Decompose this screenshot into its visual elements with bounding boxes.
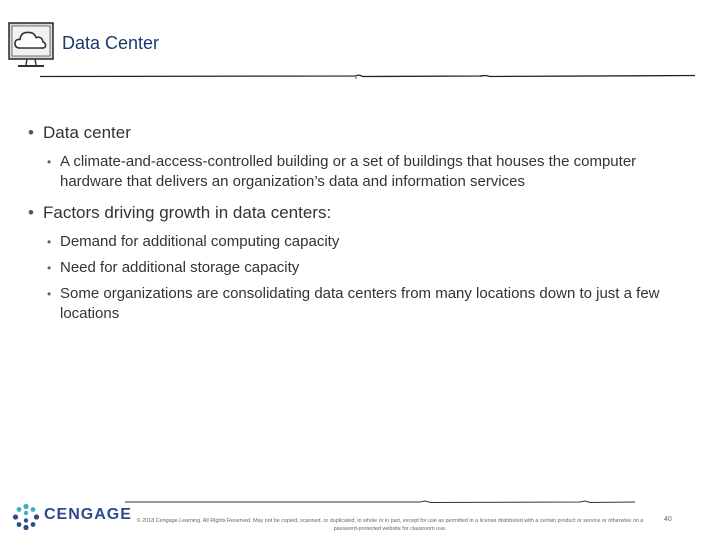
cengage-brand: CENGAGE [44,506,132,523]
bullet-marker-icon: • [47,155,52,169]
list-item: • A climate-and-access-controlled building or a set of buildings that houses the computer hardware that delivers an organization’s data and information services [47,153,637,190]
sublist-growth-factors [28,232,698,324]
copyright-notice: © 2018 Cengage Learning. All Rights Reserved. May not be copied, scanned, or duplicated, in whole or in part, except for use as permitted in a license distributed with a certain product or service or otherwise on a password-protected website for classroom use. [136,518,644,532]
bullet-data-center: • Data center [28,122,698,144]
cloud-monitor-icon [6,20,56,72]
footer-divider [125,497,635,507]
bullet-growth-factors: • Factors driving growth in data centers: [28,202,698,224]
sublist-data-center [28,152,698,192]
list-item: • Demand for additional computing capacity [47,233,340,250]
list-item: • Some organizations are consolidating data centers from many locations down to just a few locations [47,285,660,322]
slide-content [28,122,698,334]
header-divider [40,66,700,80]
cengage-logo-icon [12,503,40,531]
bullet-marker-icon: • [47,261,52,275]
page-number: 40 [664,516,672,523]
bullet-marker-icon: • [47,287,52,301]
list-item: • Need for additional storage capacity [47,259,300,276]
bullet-marker-icon: • [47,235,52,249]
page-title: Data Center [62,33,160,53]
